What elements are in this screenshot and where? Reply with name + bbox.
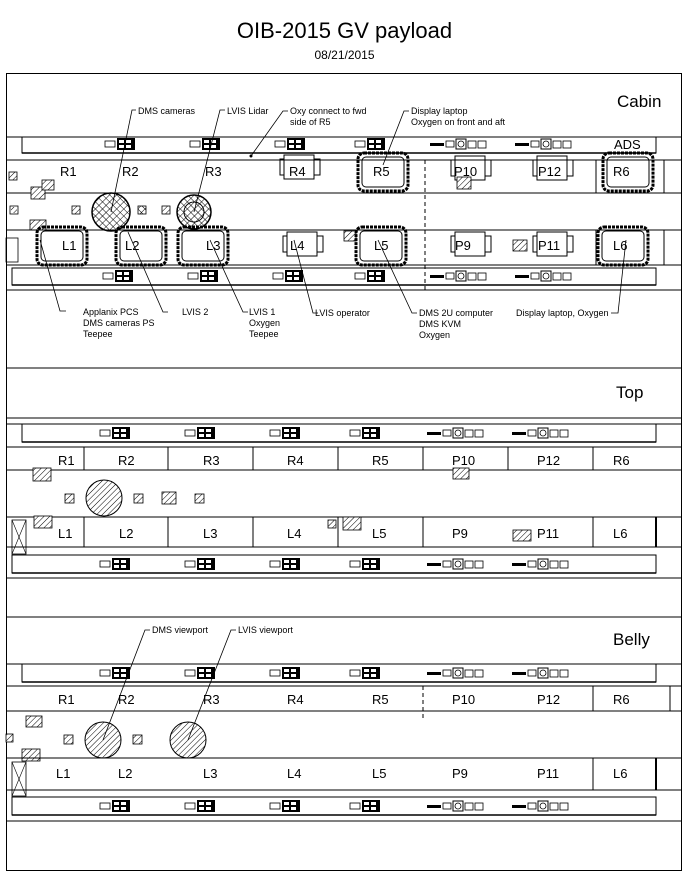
rack-label-r3: R3 xyxy=(203,692,220,707)
rack-label-r2: R2 xyxy=(122,164,139,179)
rack-label-l5: L5 xyxy=(374,238,389,253)
rack-label-r2: R2 xyxy=(118,453,135,468)
rack-label-r6: R6 xyxy=(613,692,630,707)
rack-label-l5: L5 xyxy=(372,526,387,541)
rack-label-r5: R5 xyxy=(372,453,389,468)
callout-display-laptop-oxygen: Display laptop, Oxygen xyxy=(516,308,609,318)
rack-label-l6: L6 xyxy=(613,526,628,541)
callout-applanix-2: DMS cameras PS xyxy=(83,318,155,328)
rack-label-r4: R4 xyxy=(287,692,304,707)
rack-label-r4: R4 xyxy=(287,453,304,468)
rack-label-p9: P9 xyxy=(452,526,468,541)
rack-label-l3: L3 xyxy=(203,766,218,781)
callout-lvis-lidar: LVIS Lidar xyxy=(227,106,269,116)
rack-label-l1: L1 xyxy=(58,526,73,541)
rack-label-r1: R1 xyxy=(58,453,75,468)
callout-dms-cameras: DMS cameras xyxy=(138,106,196,116)
rack-label-l4: L4 xyxy=(287,526,302,541)
callout-oxy-connect: Oxy connect to fwd xyxy=(290,106,367,116)
rack-label-r3: R3 xyxy=(203,453,220,468)
rack-label-r6: R6 xyxy=(613,164,630,179)
rack-label-p10: P10 xyxy=(454,164,478,179)
callout-display-laptop-2: Oxygen on front and aft xyxy=(411,117,506,127)
rack-label-p10: P10 xyxy=(452,453,476,468)
rack-label-l3: L3 xyxy=(203,526,218,541)
rack-label-l2: L2 xyxy=(125,238,140,253)
rack-label-l1: L1 xyxy=(56,766,71,781)
section-label-belly: Belly xyxy=(613,630,650,649)
rack-label-l2: L2 xyxy=(119,526,134,541)
rack-label-l2: L2 xyxy=(118,766,133,781)
callout-oxy-connect-2: side of R5 xyxy=(290,117,331,127)
callout-lvis-operator: LVIS operator xyxy=(315,308,370,318)
rack-label-r1: R1 xyxy=(58,692,75,707)
rack-label-p12: P12 xyxy=(538,164,562,179)
rack-label-p12: P12 xyxy=(537,692,561,707)
rack-label-p10: P10 xyxy=(452,692,476,707)
rack-label-l1: L1 xyxy=(62,238,77,253)
rack-label-p9: P9 xyxy=(452,766,468,781)
callout-applanix-3: Teepee xyxy=(83,329,113,339)
rack-label-p9: P9 xyxy=(455,238,471,253)
callout-dms-2u-2: DMS KVM xyxy=(419,319,462,329)
callout-dms-viewport: DMS viewport xyxy=(152,625,209,635)
ads-label: ADS xyxy=(614,137,641,152)
callout-lvis1-2: Oxygen xyxy=(249,318,281,328)
section-label-top: Top xyxy=(616,383,644,402)
diagram-date: 08/21/2015 xyxy=(314,48,375,62)
rack-label-r5: R5 xyxy=(372,692,389,707)
callout-lvis1: LVIS 1 xyxy=(249,307,276,317)
rack-label-r6: R6 xyxy=(613,453,630,468)
rack-label-l5: L5 xyxy=(372,766,387,781)
callout-lvis-viewport: LVIS viewport xyxy=(238,625,293,635)
rack-label-l3: L3 xyxy=(206,238,221,253)
rack-label-r2: R2 xyxy=(118,692,135,707)
callout-dms-2u-3: Oxygen xyxy=(419,330,451,340)
rack-label-r4: R4 xyxy=(289,164,306,179)
rack-label-l4: L4 xyxy=(290,238,305,253)
rack-label-l6: L6 xyxy=(613,766,628,781)
callout-lvis1-3: Teepee xyxy=(249,329,279,339)
callout-dms-2u: DMS 2U computer xyxy=(419,308,494,318)
callout-lvis2: LVIS 2 xyxy=(182,307,209,317)
rack-label-r1: R1 xyxy=(60,164,77,179)
rack-label-r3: R3 xyxy=(205,164,222,179)
rack-label-l6: L6 xyxy=(613,238,628,253)
section-label-cabin: Cabin xyxy=(617,92,662,111)
rack-label-p11: P11 xyxy=(538,238,561,253)
rack-label-r5: R5 xyxy=(373,164,390,179)
diagram-title: OIB-2015 GV payload xyxy=(236,18,453,43)
rack-label-p11: P11 xyxy=(537,526,560,541)
rack-label-l4: L4 xyxy=(287,766,302,781)
top-viewport xyxy=(86,480,122,516)
rack-label-p12: P12 xyxy=(537,453,561,468)
rack-label-p11: P11 xyxy=(537,766,560,781)
callout-display-laptop: Display laptop xyxy=(411,106,468,116)
callout-applanix: Applanix PCS xyxy=(83,307,139,317)
